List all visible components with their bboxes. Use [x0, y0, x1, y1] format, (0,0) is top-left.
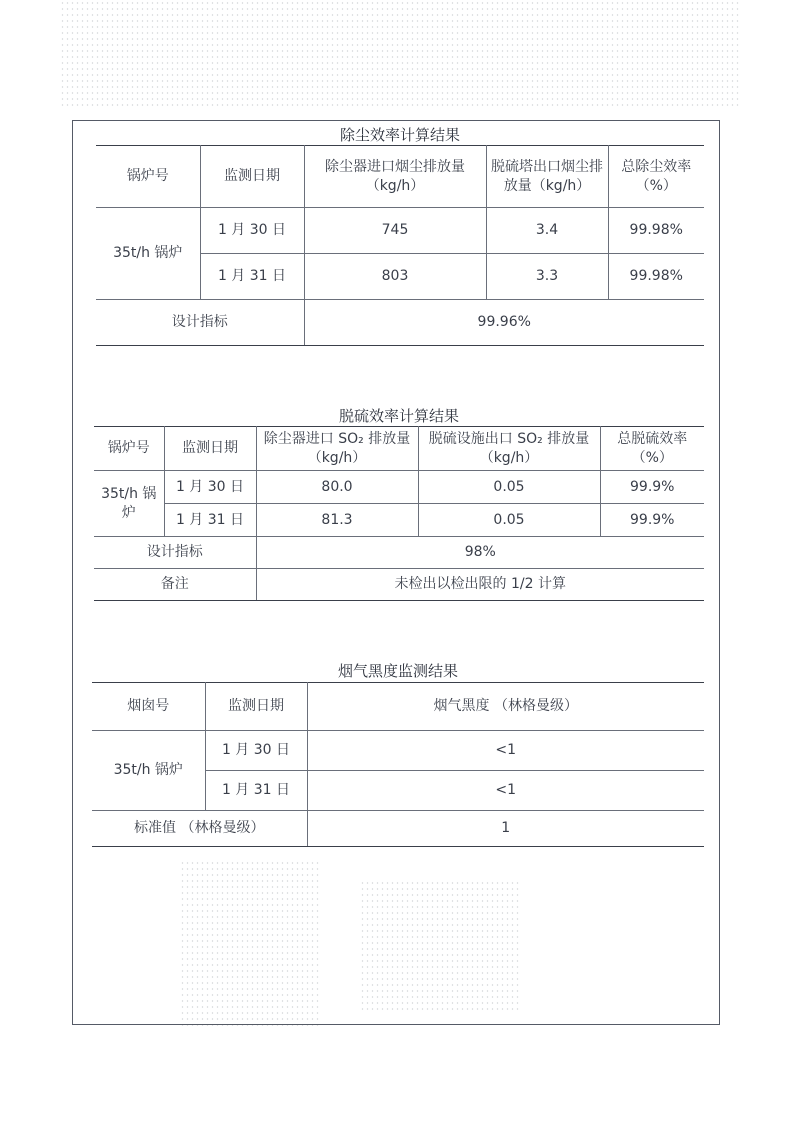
header-chimney: 烟囱号 — [92, 683, 205, 731]
header-efficiency: 总除尘效率（%） — [608, 146, 704, 208]
date-cell: 1 月 30 日 — [200, 208, 304, 254]
design-value: 99.96% — [304, 300, 704, 346]
inlet-cell: 803 — [304, 254, 486, 300]
standard-label: 标准值 （林格曼级） — [92, 811, 307, 847]
efficiency-cell: 99.9% — [600, 504, 704, 537]
inlet-cell: 81.3 — [256, 504, 418, 537]
dust-table — [96, 145, 704, 346]
date-cell: 1 月 31 日 — [164, 504, 256, 537]
date-cell: 1 月 30 日 — [164, 471, 256, 504]
dust-table-title: 除尘效率计算结果 — [339, 126, 460, 144]
outlet-cell: 0.05 — [418, 504, 600, 537]
outlet-cell: 3.4 — [486, 208, 608, 254]
design-label: 设计指标 — [96, 300, 304, 346]
date-cell: 1 月 31 日 — [205, 771, 307, 811]
header-blackness: 烟气黑度 （林格曼级） — [307, 683, 704, 731]
blackness-cell: <1 — [307, 731, 704, 771]
smoke-table — [92, 682, 704, 847]
desulf-table — [94, 426, 704, 601]
header-outlet: 脱硫设施出口 SO₂ 排放量（kg/h） — [418, 427, 600, 471]
header-boiler: 锅炉号 — [94, 427, 164, 471]
note-value: 未检出以检出限的 1/2 计算 — [256, 569, 704, 601]
efficiency-cell: 99.98% — [608, 254, 704, 300]
header-date: 监测日期 — [164, 427, 256, 471]
design-label: 设计指标 — [94, 537, 256, 569]
date-cell: 1 月 31 日 — [200, 254, 304, 300]
header-efficiency: 总脱硫效率（%） — [600, 427, 704, 471]
date-cell: 1 月 30 日 — [205, 731, 307, 771]
boiler-cell: 35t/h 锅炉 — [94, 471, 164, 537]
outlet-cell: 3.3 — [486, 254, 608, 300]
note-label: 备注 — [94, 569, 256, 601]
header-date: 监测日期 — [200, 146, 304, 208]
efficiency-cell: 99.9% — [600, 471, 704, 504]
scan-noise-top — [60, 0, 740, 110]
boiler-cell: 35t/h 锅炉 — [92, 731, 205, 811]
desulf-table-title: 脱硫效率计算结果 — [338, 407, 459, 425]
inlet-cell: 80.0 — [256, 471, 418, 504]
standard-value: 1 — [307, 811, 704, 847]
design-value: 98% — [256, 537, 704, 569]
header-boiler: 锅炉号 — [96, 146, 200, 208]
header-outlet: 脱硫塔出口烟尘排放量（kg/h） — [486, 146, 608, 208]
blackness-cell: <1 — [307, 771, 704, 811]
header-inlet: 除尘器进口 SO₂ 排放量（kg/h） — [256, 427, 418, 471]
inlet-cell: 745 — [304, 208, 486, 254]
header-inlet: 除尘器进口烟尘排放量（kg/h） — [304, 146, 486, 208]
outlet-cell: 0.05 — [418, 471, 600, 504]
smoke-table-title: 烟气黑度监测结果 — [337, 662, 458, 680]
efficiency-cell: 99.98% — [608, 208, 704, 254]
header-date: 监测日期 — [205, 683, 307, 731]
boiler-cell: 35t/h 锅炉 — [96, 208, 200, 300]
